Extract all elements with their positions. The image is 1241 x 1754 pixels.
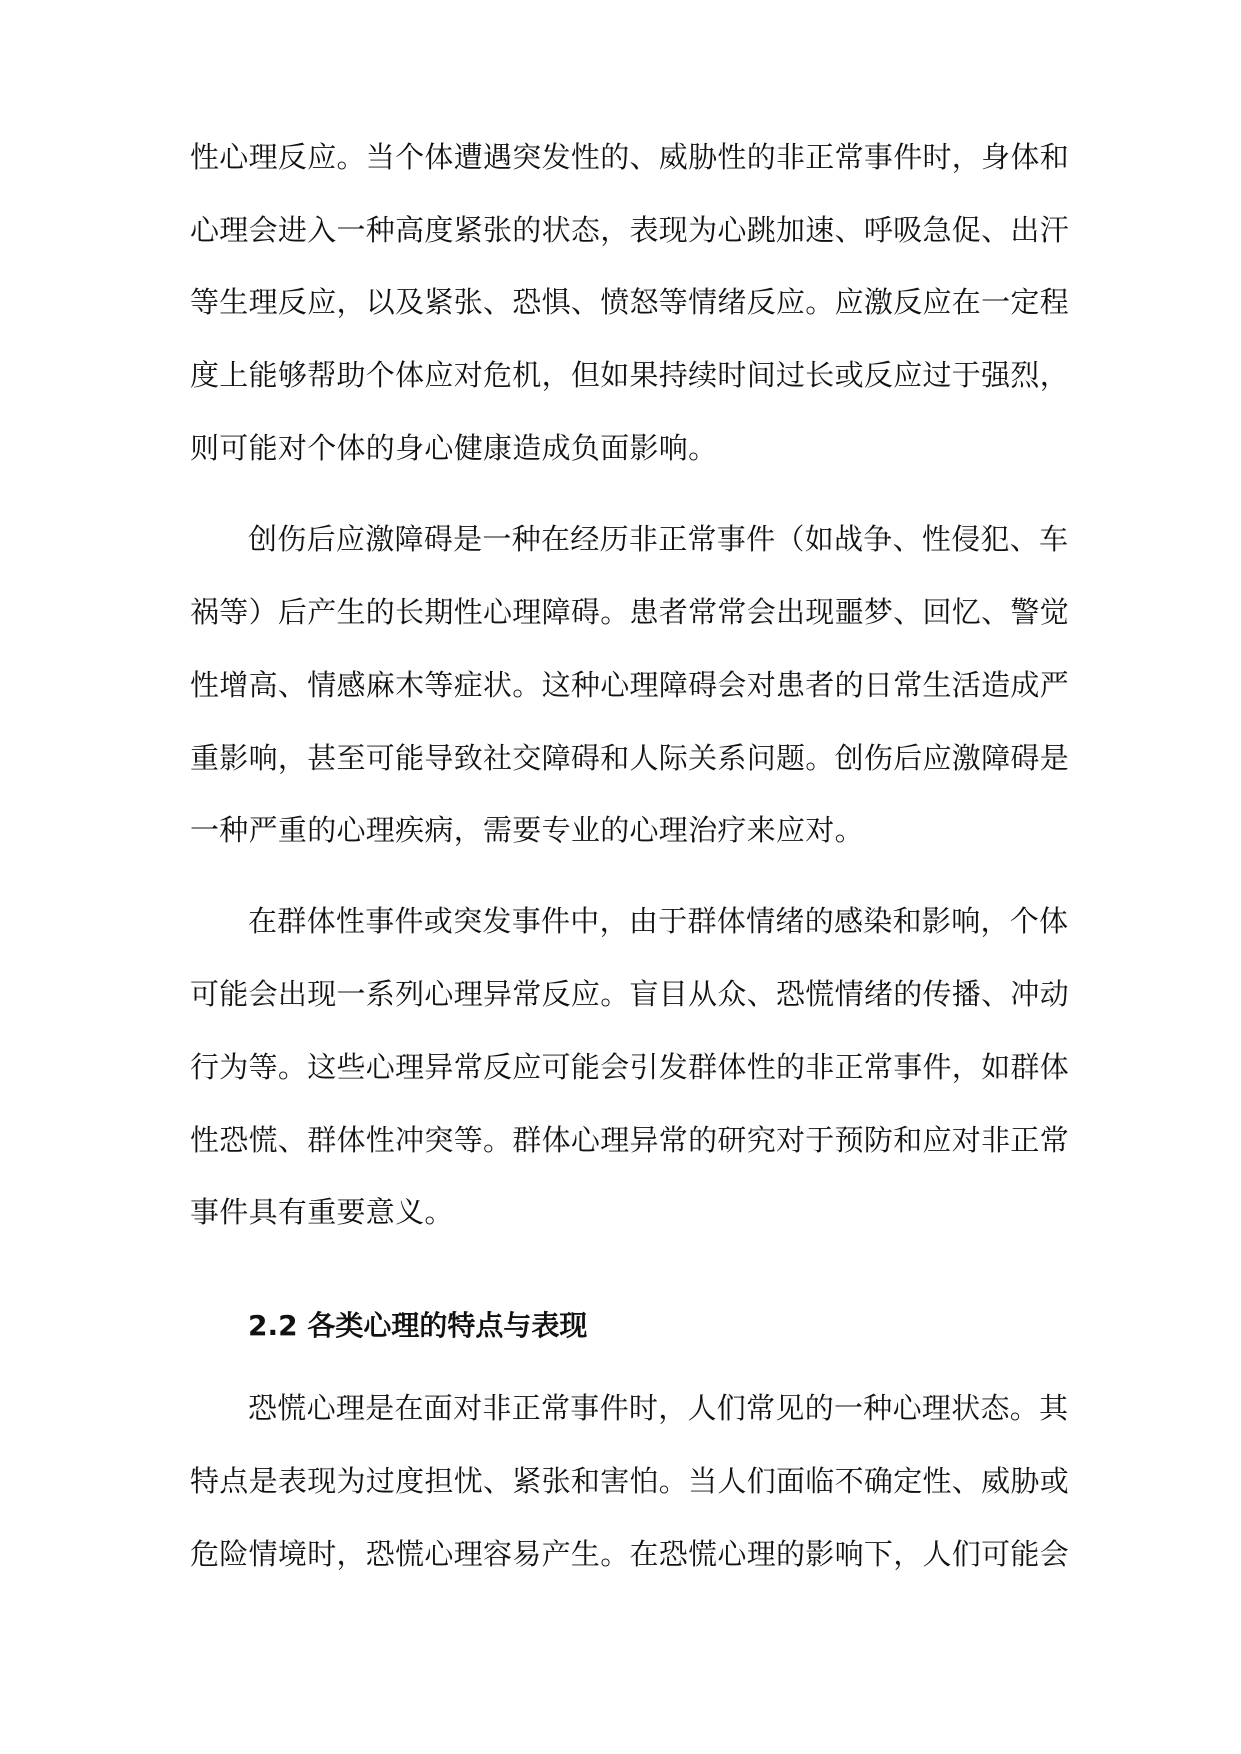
- paragraph-3-line-4: 性恐慌、群体性冲突等。群体心理异常的研究对于预防和应对非正常: [190, 1123, 1070, 1157]
- paragraph-1-line-5: 则可能对个体的身心健康造成负面影响。: [190, 431, 718, 465]
- paragraph-1-line-1: 性心理反应。当个体遭遇突发性的、威胁性的非正常事件时，身体和: [190, 140, 1070, 174]
- paragraph-4-line-2: 特点是表现为过度担忧、紧张和害怕。当人们面临不确定性、威胁或: [190, 1464, 1070, 1498]
- paragraph-3-line-2: 可能会出现一系列心理异常反应。盲目从众、恐慌情绪的传播、冲动: [190, 977, 1070, 1011]
- paragraph-1-line-4: 度上能够帮助个体应对危机，但如果持续时间过长或反应过于强烈，: [190, 358, 1070, 392]
- paragraph-2-line-5: 一种严重的心理疾病，需要专业的心理治疗来应对。: [190, 813, 864, 847]
- section-heading: 2.2 各类心理的特点与表现: [248, 1309, 588, 1342]
- paragraph-3-line-3: 行为等。这些心理异常反应可能会引发群体性的非正常事件，如群体: [190, 1050, 1070, 1084]
- paragraph-2-line-2: 祸等）后产生的长期性心理障碍。患者常常会出现噩梦、回忆、警觉: [190, 595, 1070, 629]
- paragraph-3-line-1: 在群体性事件或突发事件中，由于群体情绪的感染和影响，个体: [248, 904, 1069, 938]
- paragraph-4-line-3: 危险情境时，恐慌心理容易产生。在恐慌心理的影响下，人们可能会: [190, 1537, 1070, 1571]
- paragraph-1-line-2: 心理会进入一种高度紧张的状态，表现为心跳加速、呼吸急促、出汗: [190, 213, 1070, 247]
- paragraph-4-line-1: 恐慌心理是在面对非正常事件时，人们常见的一种心理状态。其: [248, 1391, 1069, 1425]
- paragraph-2-line-1: 创伤后应激障碍是一种在经历非正常事件（如战争、性侵犯、车: [248, 522, 1069, 556]
- paragraph-2-line-4: 重影响，甚至可能导致社交障碍和人际关系问题。创伤后应激障碍是: [190, 741, 1070, 775]
- paragraph-3-line-5: 事件具有重要意义。: [190, 1195, 454, 1229]
- paragraph-2-line-3: 性增高、情感麻木等症状。这种心理障碍会对患者的日常生活造成严: [190, 668, 1070, 702]
- paragraph-1-line-3: 等生理反应，以及紧张、恐惧、愤怒等情绪反应。应激反应在一定程: [190, 285, 1070, 319]
